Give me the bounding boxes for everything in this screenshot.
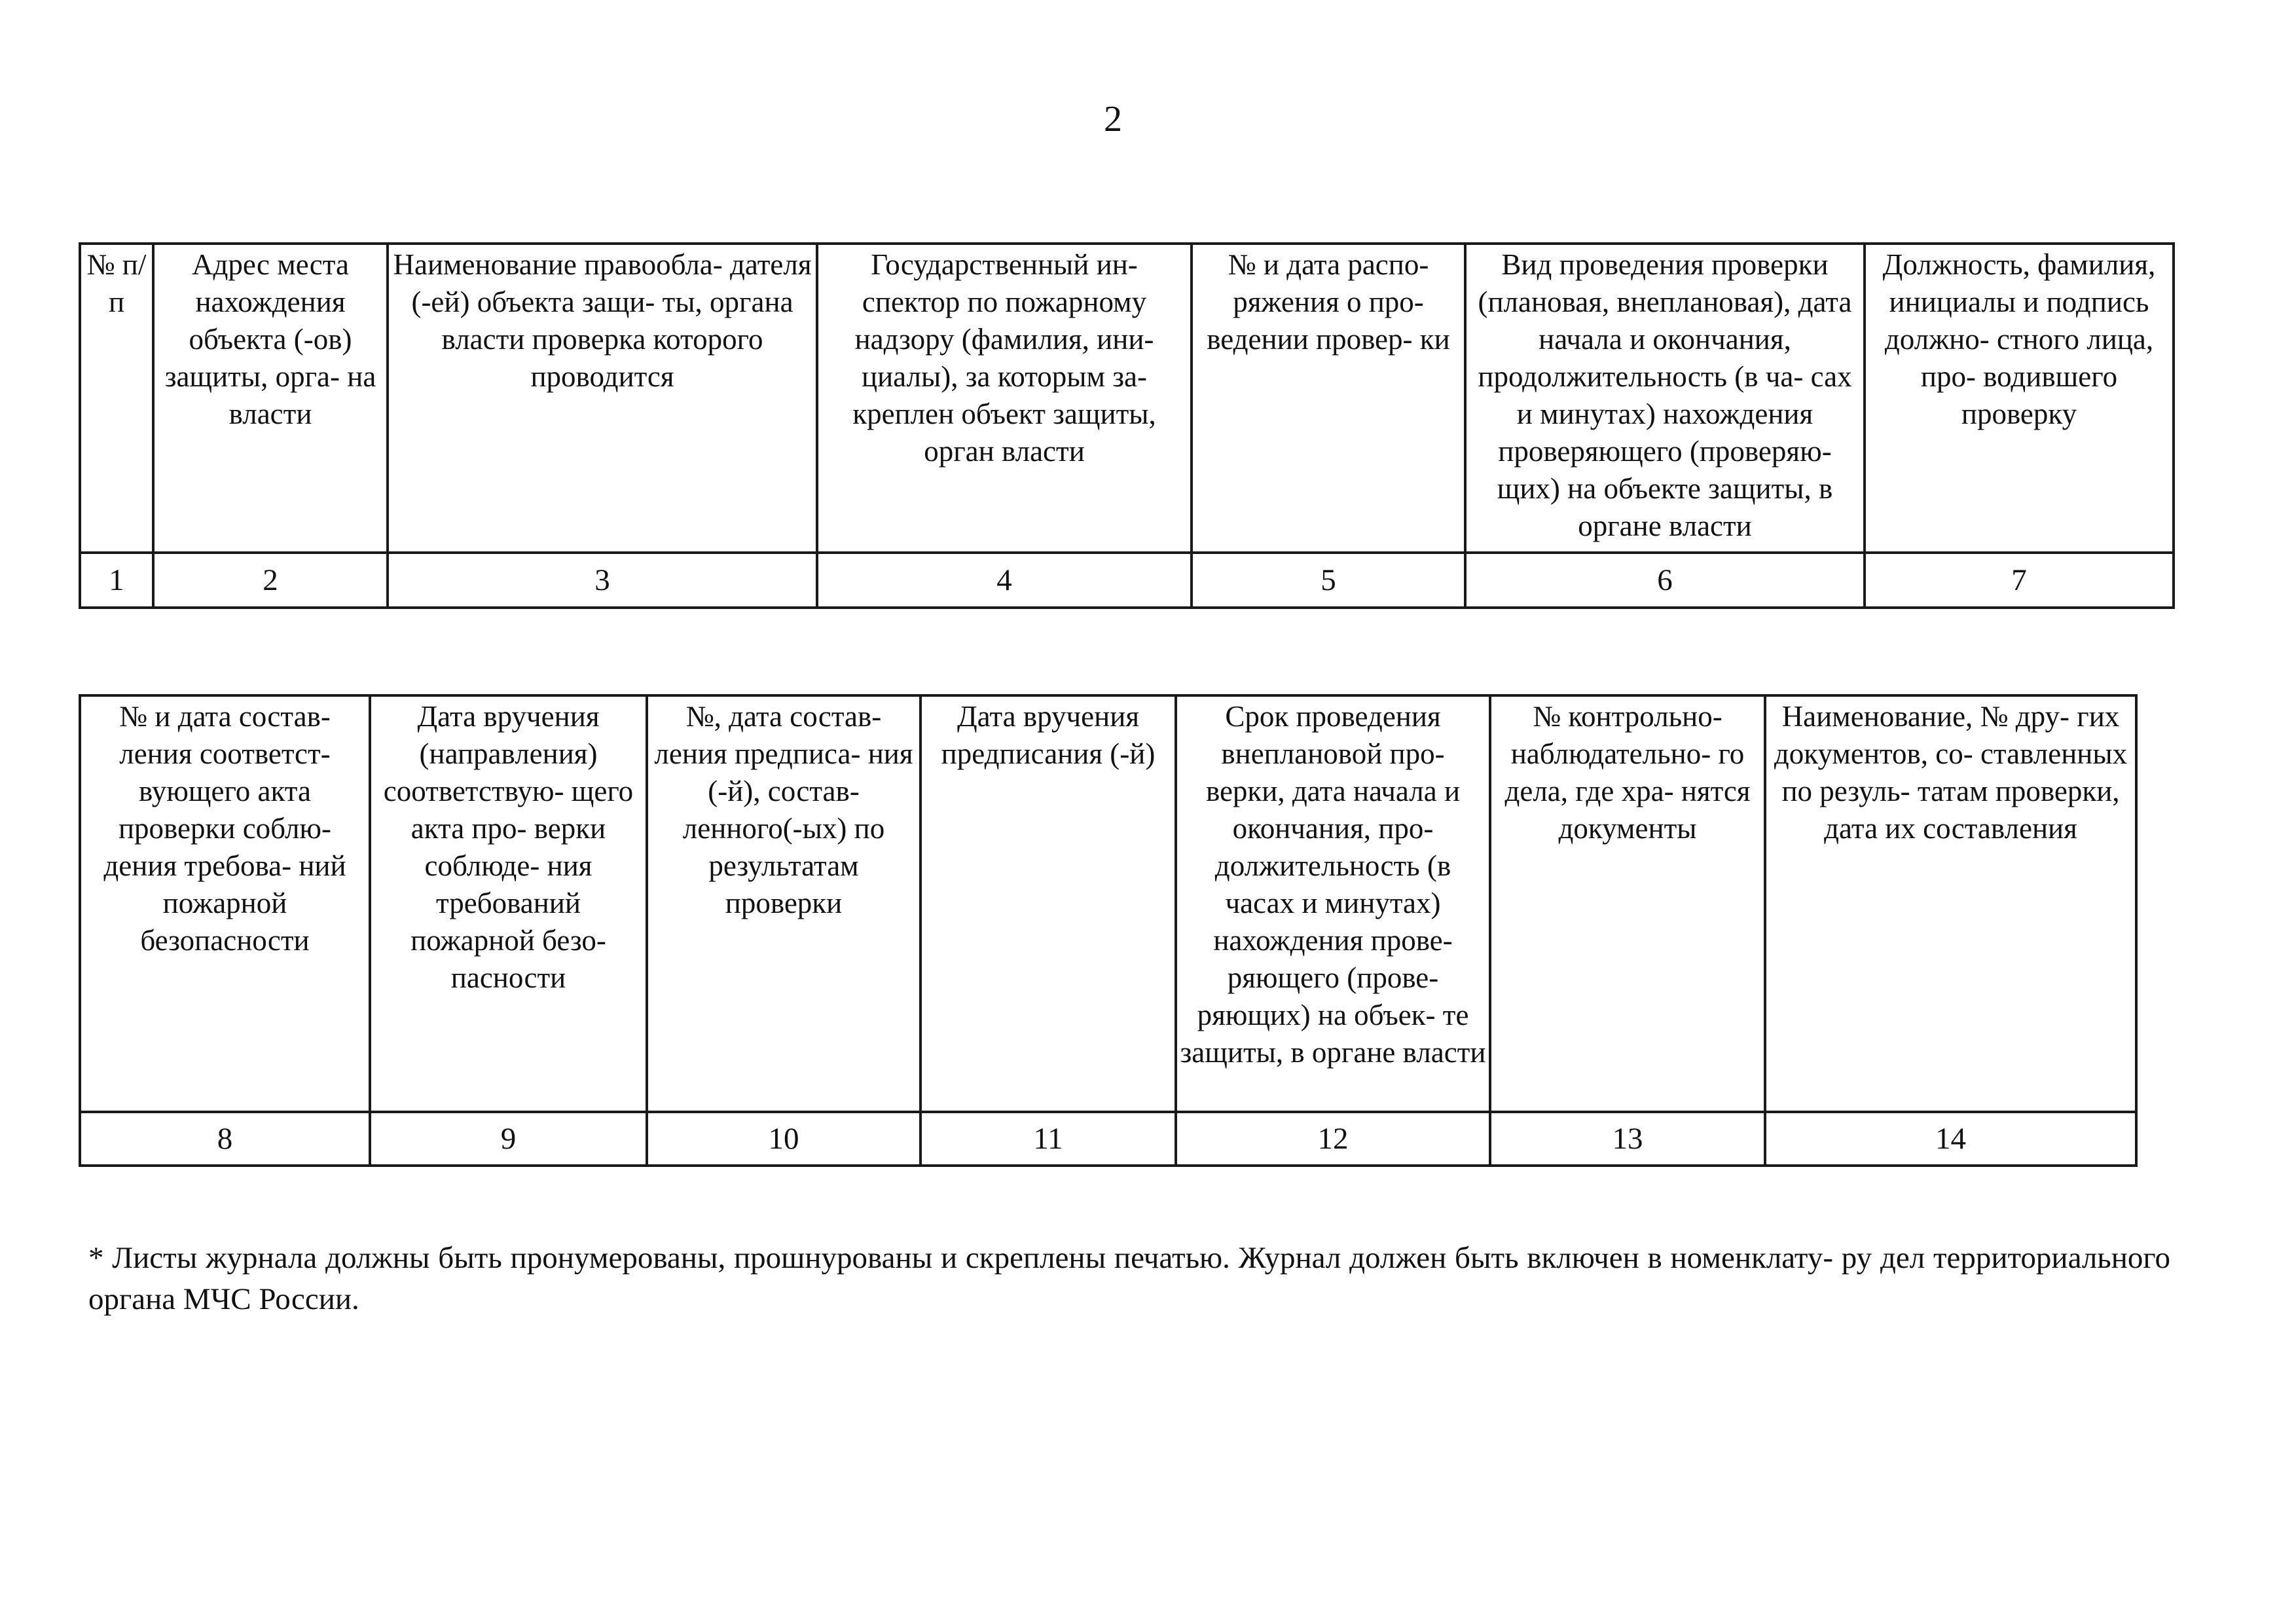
table-header-row (80, 695, 2136, 1112)
column-number-cell: 4 (817, 553, 1192, 608)
column-number-cell: 2 (153, 553, 388, 608)
footnote: * Листы журнала должны быть пронумерованы, прошнурованы и скреплены печатью. Журнал должен быть включен в номенклату- ру дел территориального органа МЧС России. (88, 1241, 2170, 1316)
column-number-cell: 10 (647, 1112, 920, 1166)
column-number-cell: 7 (1865, 553, 2174, 608)
header-cell-case-file: № контрольно- наблюдательно- го дела, где хра- нятся документы (1490, 695, 1765, 1112)
column-number-cell: 9 (370, 1112, 647, 1166)
header-cell-address: Адрес места нахождения объекта (-ов) защиты, орга- на власти (153, 244, 388, 553)
journal-table-columns-1-7 (79, 242, 2175, 609)
column-number-cell: 1 (80, 553, 153, 608)
column-number-row (80, 553, 2174, 608)
header-cell-rightholder: Наименование правообла- дателя (-ей) объекта защи- ты, органа власти проверка которого проводится (388, 244, 817, 553)
column-number-cell: 12 (1176, 1112, 1490, 1166)
header-cell-inspector: Государственный ин- спектор по пожарному надзору (фамилия, ини- циалы), за которым за- креплен объект защиты, орган власти (817, 244, 1192, 553)
header-cell-unscheduled-period: Срок проведения внеплановой про- верки, дата начала и окончания, про- должительность (в часах и минутах) нахождения прове- ряющего (прове- ряющих) на объек- те защиты, в органе власти (1176, 695, 1490, 1112)
header-cell-prescription-delivery: Дата вручения предписания (-й) (920, 695, 1176, 1112)
column-number-cell: 13 (1490, 1112, 1765, 1166)
column-number-cell: 6 (1465, 553, 1865, 608)
header-cell-order: № и дата распо- ряжения о про- ведении провер- ки (1192, 244, 1465, 553)
header-cell-other-documents: Наименование, № дру- гих документов, со- ставленных по резуль- татам проверки, дата их составления (1765, 695, 2136, 1112)
column-number-cell: 3 (388, 553, 817, 608)
column-number-row (80, 1112, 2136, 1166)
journal-table-columns-8-14 (79, 694, 2138, 1167)
column-number-cell: 11 (920, 1112, 1176, 1166)
header-cell-number: № п/ п (80, 244, 153, 553)
column-number-cell: 5 (1192, 553, 1465, 608)
header-cell-act-delivery: Дата вручения (направления) соответствую- щего акта про- верки соблюде- ния требований пожарной безо- пасности (370, 695, 647, 1112)
column-number-cell: 14 (1765, 1112, 2136, 1166)
column-number-cell: 8 (80, 1112, 370, 1166)
table-header-row (80, 244, 2174, 553)
header-cell-prescription: №, дата состав- ления предписа- ния (-й), состав- ленного(-ых) по результатам проверки (647, 695, 920, 1112)
header-cell-inspection-type: Вид проведения проверки (плановая, внеплановая), дата начала и окончания, продолжительность (в ча- сах и минутах) нахождения проверяющего (проверяю- щих) на объекте защиты, в органе власти (1465, 244, 1865, 553)
header-cell-official: Должность, фамилия, инициалы и подпись должно- стного лица, про- водившего проверку (1865, 244, 2174, 553)
page-number: 2 (1104, 99, 1122, 139)
header-cell-act: № и дата состав- ления соответст- вующего акта проверки соблю- дения требова- ний пожарной безопасности (80, 695, 370, 1112)
